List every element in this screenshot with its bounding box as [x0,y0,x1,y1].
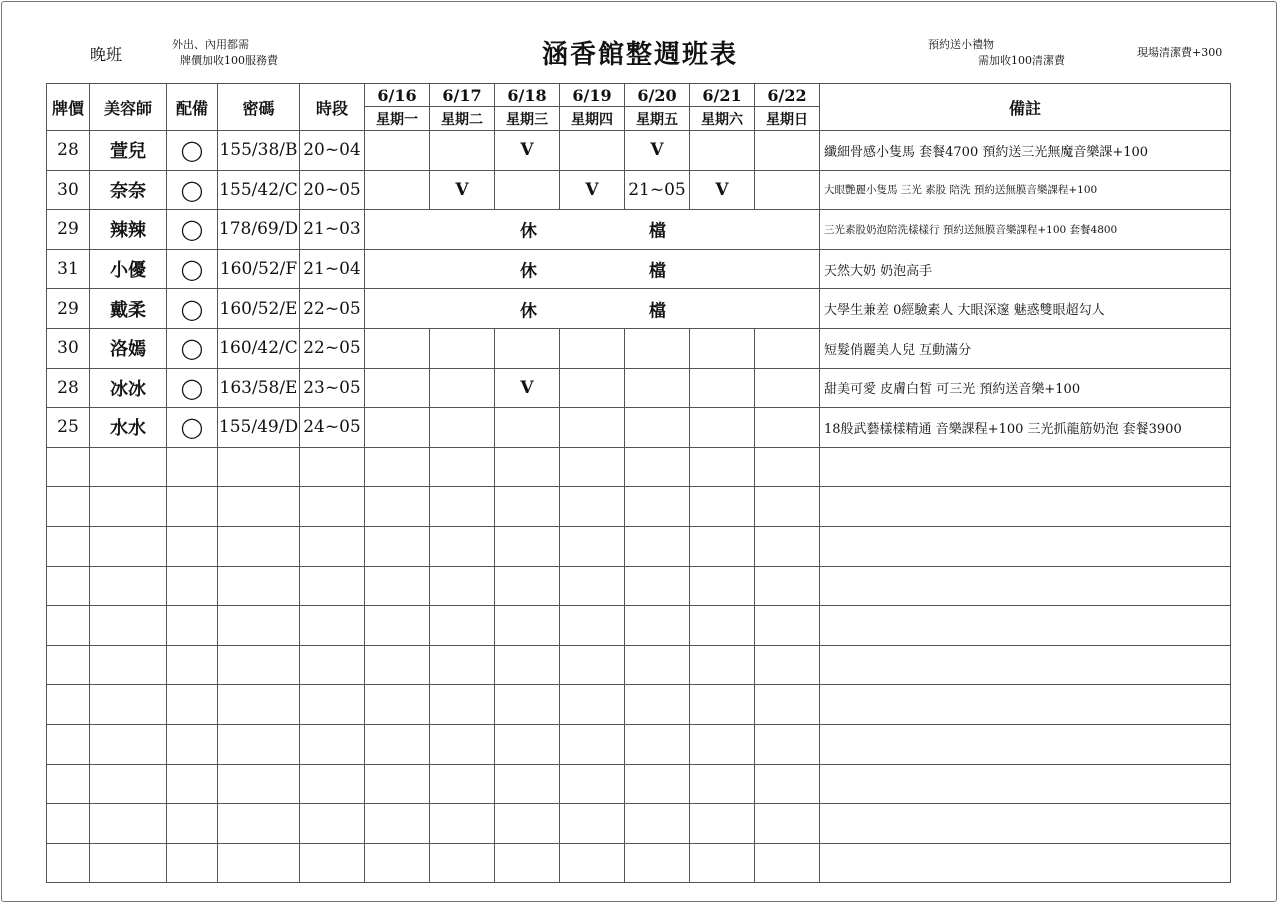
col-header-equip: 配備 [167,84,218,131]
col-header-remarks: 備註 [820,84,1231,131]
day-off-merged-cell [365,210,820,250]
day-cell [430,408,495,448]
day-cell [625,368,690,408]
time-cell: 20~04 [300,131,365,171]
day-cell [690,131,755,171]
day-cell: V [495,131,560,171]
equip-circle-mark: ◯ [167,289,218,329]
empty-row [47,447,1231,487]
col-header-weekday: 星期一 [365,107,430,131]
col-header-code: 密碼 [218,84,300,131]
time-cell: 24~05 [300,408,365,448]
col-header-time: 時段 [300,84,365,131]
day-off-label-rest: 休 [520,261,537,282]
price-cell: 25 [47,408,90,448]
table-row [47,170,1231,210]
code-cell: 160/42/C [218,328,300,368]
col-header-date: 6/22 [755,84,820,107]
day-cell [625,408,690,448]
col-header-weekday: 星期日 [755,107,820,131]
day-cell [755,328,820,368]
beautician-name: 辣辣 [90,210,167,250]
day-cell: V [625,131,690,171]
day-cell: V [690,170,755,210]
day-off-label-rest: 休 [520,221,537,242]
code-cell: 155/38/B [218,131,300,171]
day-off-label-shift: 檔 [649,301,666,322]
day-cell [365,368,430,408]
col-header-weekday: 星期三 [495,107,560,131]
empty-row [47,724,1231,764]
beautician-name: 戴柔 [90,289,167,329]
empty-row [47,606,1231,646]
reservation-note-line1: 預約送小禮物 [928,38,994,51]
day-cell [430,328,495,368]
table-row [47,289,1231,329]
equip-circle-mark: ◯ [167,408,218,448]
day-cell [365,131,430,171]
header-row [47,84,1231,107]
day-cell [560,131,625,171]
day-cell [755,170,820,210]
empty-row [47,487,1231,527]
col-header-date: 6/16 [365,84,430,107]
day-cell [690,408,755,448]
col-header-beautician: 美容師 [90,84,167,131]
equip-circle-mark: ◯ [167,249,218,289]
price-cell: 31 [47,249,90,289]
remark-cell: 大眼艷麗小隻馬 三光 素股 陪洗 預約送無膜音樂課程+100 [820,170,1231,210]
equip-circle-mark: ◯ [167,210,218,250]
day-cell [560,408,625,448]
reservation-note-line2: 需加收100清潔費 [978,54,1065,67]
remark-cell: 三光素股奶泡陪洗樣樣行 預約送無膜音樂課程+100 套餐4800 [820,210,1231,250]
equip-circle-mark: ◯ [167,170,218,210]
day-cell [625,328,690,368]
beautician-name: 小優 [90,249,167,289]
empty-row [47,685,1231,725]
onsite-cleaning-fee-note: 現場清潔費+300 [1137,46,1223,59]
col-header-weekday: 星期四 [560,107,625,131]
beautician-name: 洛嫣 [90,328,167,368]
col-header-weekday: 星期五 [625,107,690,131]
time-cell: 22~05 [300,289,365,329]
price-cell: 29 [47,210,90,250]
day-cell [430,368,495,408]
col-header-weekday: 星期六 [690,107,755,131]
table-row [47,131,1231,171]
table-row [47,249,1231,289]
day-cell [560,368,625,408]
day-cell [495,328,560,368]
day-cell [755,131,820,171]
day-cell [690,368,755,408]
day-cell [755,408,820,448]
empty-row [47,843,1231,883]
price-cell: 30 [47,328,90,368]
schedule-table [46,83,1231,883]
time-cell: 21~04 [300,249,365,289]
code-cell: 163/58/E [218,368,300,408]
day-cell: V [495,368,560,408]
day-cell [365,170,430,210]
day-off-label-shift: 檔 [649,261,666,282]
code-cell: 155/49/D [218,408,300,448]
price-cell: 28 [47,368,90,408]
col-header-price: 牌價 [47,84,90,131]
table-row [47,210,1231,250]
col-header-date: 6/19 [560,84,625,107]
table-row [47,368,1231,408]
empty-row [47,566,1231,606]
remark-cell: 大學生兼差 0經驗素人 大眼深邃 魅惑雙眼超勾人 [820,289,1231,329]
col-header-weekday: 星期二 [430,107,495,131]
day-off-label-rest: 休 [520,301,537,322]
page-title: 涵香館整週班表 [541,40,738,70]
day-off-merged-cell [365,289,820,329]
time-cell: 21~03 [300,210,365,250]
day-cell [495,408,560,448]
day-cell: V [560,170,625,210]
remark-cell: 短髮俏麗美人兒 互動滿分 [820,328,1231,368]
time-cell: 22~05 [300,328,365,368]
empty-row [47,804,1231,844]
empty-row [47,764,1231,804]
reservation-note [928,37,1065,69]
day-cell [365,328,430,368]
day-cell: V [430,170,495,210]
day-cell [365,408,430,448]
code-cell: 178/69/D [218,210,300,250]
remark-cell: 纖細骨感小隻馬 套餐4700 預約送三光無魔音樂課+100 [820,131,1231,171]
day-cell [560,328,625,368]
remark-cell: 18般武藝樣樣精通 音樂課程+100 三光抓龍筋奶泡 套餐3900 [820,408,1231,448]
remark-cell: 甜美可愛 皮膚白皙 可三光 預約送音樂+100 [820,368,1231,408]
col-header-date: 6/17 [430,84,495,107]
time-cell: 23~05 [300,368,365,408]
price-cell: 29 [47,289,90,329]
price-cell: 28 [47,131,90,171]
day-cell [430,131,495,171]
day-cell [495,170,560,210]
table-row [47,328,1231,368]
code-cell: 160/52/E [218,289,300,329]
col-header-date: 6/18 [495,84,560,107]
equip-circle-mark: ◯ [167,368,218,408]
table-row [47,408,1231,448]
day-cell [755,368,820,408]
empty-row [47,526,1231,566]
equip-circle-mark: ◯ [167,328,218,368]
day-off-label-shift: 檔 [649,221,666,242]
code-cell: 155/42/C [218,170,300,210]
day-cell [690,328,755,368]
time-cell: 20~05 [300,170,365,210]
day-cell: 21~05 [625,170,690,210]
service-fee-note-line2: 牌價加收100服務費 [180,54,278,67]
beautician-name: 水水 [90,408,167,448]
beautician-name: 奈奈 [90,170,167,210]
service-fee-note-line1: 外出、內用都需 [172,38,249,51]
code-cell: 160/52/F [218,249,300,289]
equip-circle-mark: ◯ [167,131,218,171]
col-header-date: 6/20 [625,84,690,107]
shift-label: 晚班 [90,45,123,64]
remark-cell: 天然大奶 奶泡高手 [820,249,1231,289]
beautician-name: 萱兒 [90,131,167,171]
empty-row [47,645,1231,685]
beautician-name: 冰冰 [90,368,167,408]
day-off-merged-cell [365,249,820,289]
col-header-date: 6/21 [690,84,755,107]
price-cell: 30 [47,170,90,210]
